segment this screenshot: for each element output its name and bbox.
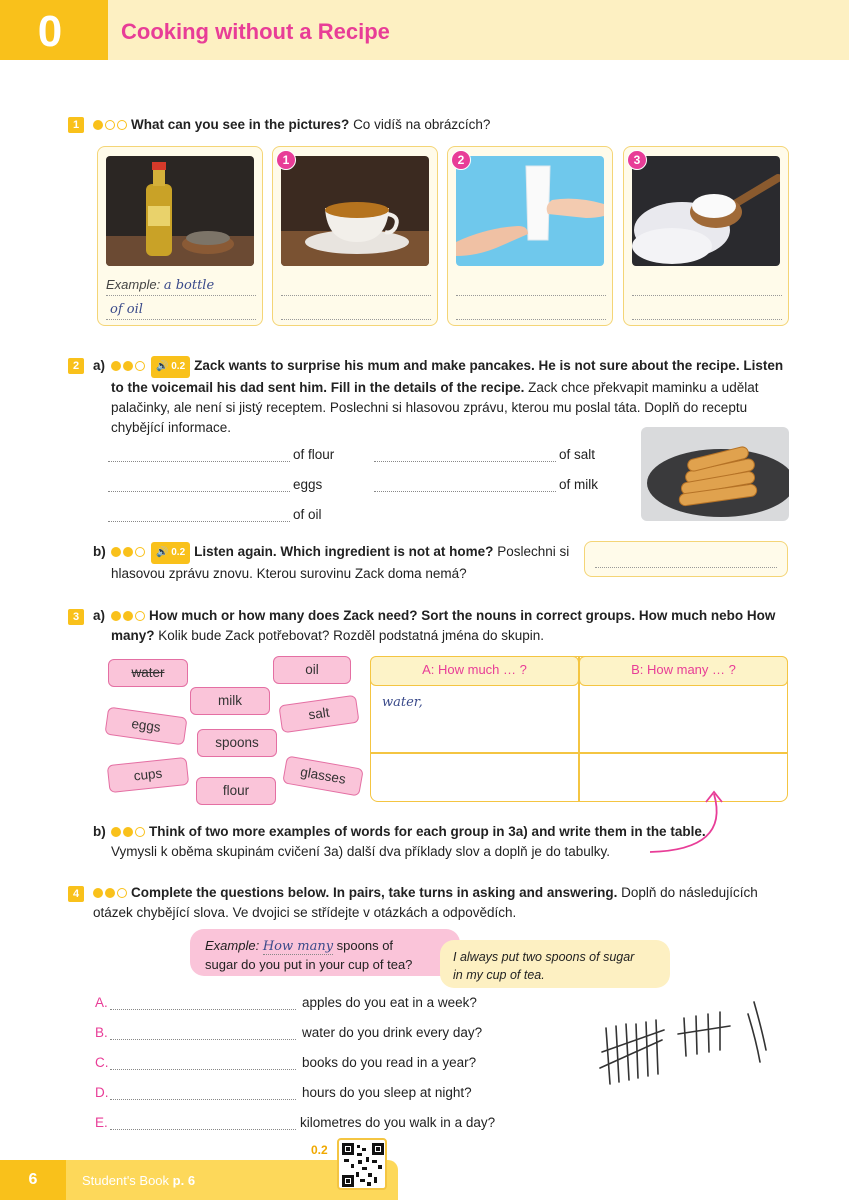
difficulty-dots <box>93 888 127 898</box>
word-tag-salt[interactable]: salt <box>278 695 359 734</box>
audio-track-badge[interactable]: 🔊 0.2 <box>151 356 190 378</box>
column-header-how-many: B: How many … ? <box>579 656 788 686</box>
write-line <box>106 295 256 296</box>
unit-number: 0 <box>0 0 108 60</box>
exercise-4-instruction: Complete the questions below. In pairs, take turns in asking and answering. Doplň do následujících otázek chybějící slova. Ve dvojici se střídejte v otázkách a odpovědích. <box>93 885 758 920</box>
example-answer-line-2: of oil <box>110 302 143 317</box>
question-text: hours do you sleep at night? <box>302 1085 472 1100</box>
salt-answer-line[interactable] <box>374 448 556 462</box>
picture-number: 3 <box>627 150 647 170</box>
exercise-number-3: 3 <box>68 609 84 625</box>
milk-glass-picture <box>456 156 604 266</box>
tally-marks-icon <box>596 990 776 1100</box>
question-letter: A. <box>95 995 108 1010</box>
part-label-a: a) <box>93 358 106 373</box>
qr-code-icon[interactable] <box>337 1138 387 1190</box>
difficulty-dots <box>111 547 145 557</box>
write-line <box>106 319 256 320</box>
part-label-b: b) <box>93 824 106 839</box>
write-line <box>595 567 777 568</box>
question-letter: E. <box>95 1115 108 1130</box>
table-divider <box>370 752 788 754</box>
exercise-1-instruction: What can you see in the pictures? Co vidíš na obrázcích? <box>93 115 490 135</box>
question-answer-line[interactable] <box>110 1056 296 1070</box>
page-number: 6 <box>0 1160 66 1200</box>
difficulty-dots <box>93 120 127 130</box>
difficulty-dots <box>111 827 145 837</box>
exercise-2b-instruction: 🔊 0.2 Listen again. Which ingredient is not at home? Poslechni si hlasovou zprávu znovu. Kterou surovinu Zack doma nemá? <box>111 544 570 581</box>
picture-number: 2 <box>451 150 471 170</box>
word-tag-eggs[interactable]: eggs <box>104 707 187 746</box>
salt-label: of salt <box>559 447 596 462</box>
word-tag-spoons[interactable]: spoons <box>197 729 277 757</box>
word-tag-water[interactable]: water <box>108 659 188 687</box>
difficulty-dots <box>111 611 145 621</box>
write-line <box>281 295 431 296</box>
exercise-number-2: 2 <box>68 358 84 374</box>
example-question-text: Example: How many spoons of sugar do you put in your cup of tea? <box>205 938 413 972</box>
question-answer-line[interactable] <box>110 996 296 1010</box>
question-answer-line[interactable] <box>110 1026 296 1040</box>
qr-track-label: 0.2 <box>311 1143 328 1157</box>
picture-card-example <box>97 146 263 326</box>
oil-bottle-picture <box>106 156 254 266</box>
question-text: apples do you eat in a week? <box>302 995 477 1010</box>
picture-number: 1 <box>276 150 296 170</box>
sugar-spoon-picture <box>632 156 780 266</box>
question-letter: B. <box>95 1025 108 1040</box>
write-line <box>632 295 782 296</box>
book-reference: Student's Book p. 6 <box>82 1173 196 1188</box>
part-label-b: b) <box>93 544 106 559</box>
audio-track-badge[interactable]: 🔊 0.2 <box>151 542 190 564</box>
ingredient-answer-box[interactable] <box>584 541 788 577</box>
oil-label: of oil <box>293 507 322 522</box>
example-reply-text: I always put two spoons of sugar in my cup of tea. <box>453 950 635 982</box>
part-label-a: a) <box>93 608 106 623</box>
picture-card-1 <box>272 146 438 326</box>
eggs-answer-line[interactable] <box>108 478 290 492</box>
write-line <box>456 319 606 320</box>
flour-label: of flour <box>293 447 335 462</box>
difficulty-dots <box>111 361 145 371</box>
exercise-number-4: 4 <box>68 886 84 902</box>
word-tag-glasses[interactable]: glasses <box>282 755 364 796</box>
flour-answer-line[interactable] <box>108 448 290 462</box>
milk-answer-line[interactable] <box>374 478 556 492</box>
table-example-answer: water, <box>382 695 423 710</box>
word-tag-milk[interactable]: milk <box>190 687 270 715</box>
write-line <box>281 319 431 320</box>
write-line <box>632 319 782 320</box>
unit-title: Cooking without a Recipe <box>121 19 390 44</box>
question-text: kilometres do you walk in a day? <box>300 1115 496 1130</box>
exercise-2a-instruction: 🔊 0.2 Zack wants to surprise his mum and make pancakes. He is not sure about the recipe. Listen to the voicemail his dad sent him. Fill in the details of the recipe. Zack chce překvapit maminku a udělat palačinky, ale není si jistý receptem. Poslechni si hlasovou zprávu, kterou mu poslal táta. Doplň do receptu chybějící informace. <box>111 358 784 435</box>
tea-cup-picture <box>281 156 429 266</box>
exercise-number-1: 1 <box>68 117 84 133</box>
question-text: water do you drink every day? <box>302 1025 483 1040</box>
write-line <box>456 295 606 296</box>
word-tag-cups[interactable]: cups <box>107 757 189 793</box>
exercise-3a-instruction: How much or how many does Zack need? Sort the nouns in correct groups. How much nebo How many? Kolik bude Zack potřebovat? Rozděl podstatná jména do skupin. <box>111 608 776 643</box>
oil-answer-line[interactable] <box>108 508 290 522</box>
question-letter: C. <box>95 1055 109 1070</box>
picture-card-2 <box>447 146 613 326</box>
question-answer-line[interactable] <box>110 1086 296 1100</box>
milk-label: of milk <box>559 477 599 492</box>
pancakes-picture <box>641 427 789 521</box>
column-header-how-much: A: How much … ? <box>370 656 579 686</box>
picture-card-3 <box>623 146 789 326</box>
word-tag-flour[interactable]: flour <box>196 777 276 805</box>
example-label: Example: a bottle <box>106 277 215 293</box>
word-tag-oil[interactable]: oil <box>273 656 351 684</box>
question-text: books do you read in a year? <box>302 1055 477 1070</box>
question-answer-line[interactable] <box>110 1116 296 1130</box>
eggs-label: eggs <box>293 477 323 492</box>
question-letter: D. <box>95 1085 109 1100</box>
exercise-3b-instruction: Think of two more examples of words for each group in 3a) and write them in the table. Vymysli k oběma skupinám cvičení 3a) další dva příklady slov a doplň je do tabulky. <box>111 824 706 859</box>
